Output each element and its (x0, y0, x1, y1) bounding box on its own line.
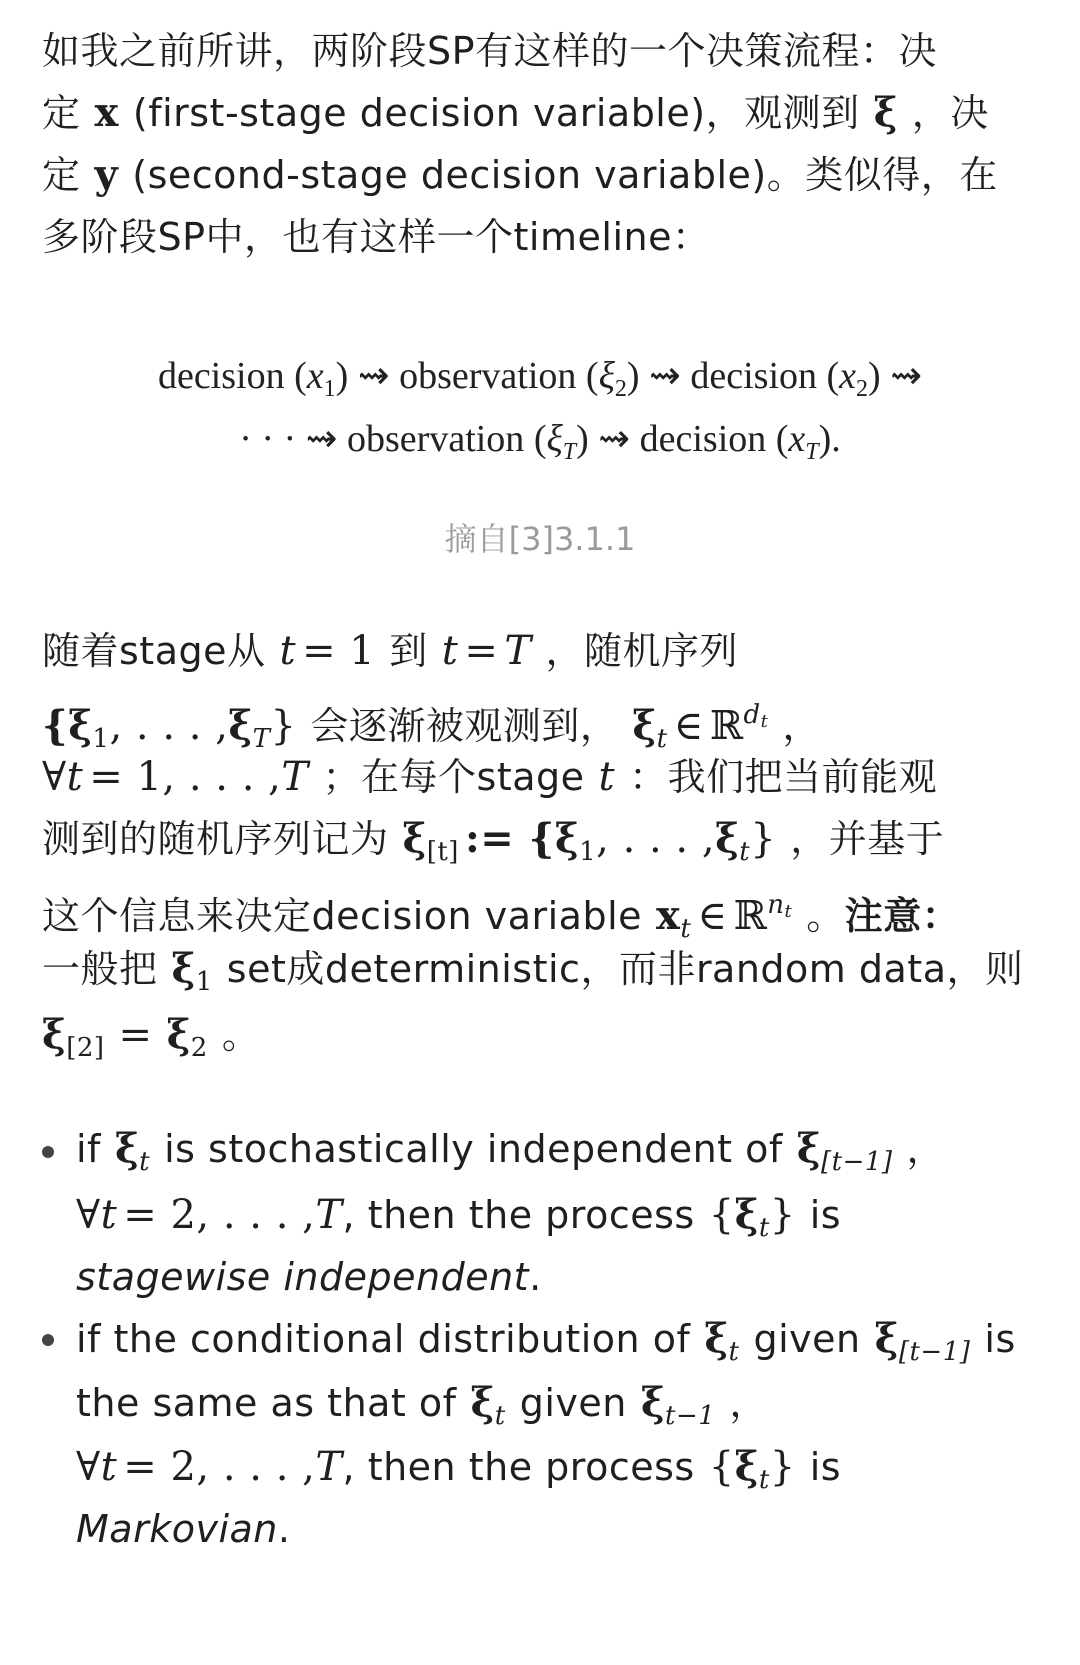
sup: d (743, 700, 761, 730)
word-decision: decision (639, 418, 767, 460)
sub: T (252, 724, 271, 754)
math-T: T (315, 1192, 343, 1238)
image-caption: 摘自[3]3.1.1 (444, 520, 636, 558)
word-decision: decision (690, 355, 817, 397)
sub: [t−1] (820, 1147, 893, 1177)
math-reals: ℝ (709, 703, 744, 749)
note-label: 注意： (844, 894, 961, 938)
math: ∀ (76, 1444, 101, 1490)
text: 定 (42, 91, 81, 135)
math: = 2, . . . , (123, 1192, 316, 1238)
math: ∈ (673, 703, 704, 749)
math-xi: ξ (171, 945, 196, 992)
text: 随着stage从 (42, 629, 266, 673)
sub: [t−1] (898, 1337, 971, 1367)
sub: t (656, 724, 668, 754)
math-xi: ξ (874, 1315, 899, 1362)
text: if (76, 1127, 101, 1171)
math: ∀ (42, 754, 67, 800)
sub: t−1 (665, 1401, 716, 1431)
var-xi: ξ (546, 418, 563, 460)
math: = (464, 628, 499, 674)
sub: t (758, 1213, 770, 1243)
sub: 1 (323, 376, 336, 402)
text: 到 (389, 629, 428, 673)
text: 这个信息来决定decision variable (42, 894, 643, 938)
text: , then the process (342, 1445, 695, 1489)
math-xi: ξ (42, 1011, 67, 1058)
var-x: x (306, 355, 324, 397)
text: if the conditional distribution of (76, 1317, 691, 1361)
sub: 2 (614, 376, 627, 402)
text: ，决 (911, 91, 989, 135)
math: = (118, 1012, 153, 1058)
text: is (809, 1193, 842, 1237)
sub: [2] (66, 1033, 105, 1063)
math-xi: ξ (470, 1379, 495, 1426)
text: ， (729, 1381, 768, 1425)
text: ，随机序列 (545, 629, 739, 673)
text: , then the process (342, 1193, 695, 1237)
squiggle-arrow-icon: ⇝ (890, 355, 923, 397)
paren: ( (826, 355, 840, 397)
math-xi: ξ (704, 1315, 729, 1362)
math-xi: ξ (734, 1443, 759, 1490)
paren: ( (294, 355, 307, 397)
text: the same as that of (76, 1381, 457, 1425)
math-xi: ξ (632, 702, 657, 749)
sub: t (680, 914, 692, 944)
bullet-1-line-3 (76, 1252, 542, 1302)
math-xi: ξ (715, 815, 740, 862)
math-x: x (656, 892, 681, 939)
body-line-6 (42, 944, 1024, 1007)
math-set: {ξ (42, 702, 93, 749)
math: , . . . , (596, 816, 716, 862)
ellipsis: · · · (239, 418, 297, 460)
text: ，并基于 (790, 817, 945, 861)
math-x: x (94, 89, 119, 136)
squiggle-arrow-icon: ⇝ (305, 418, 338, 460)
sub: 1 (579, 837, 597, 867)
sub: t (739, 837, 751, 867)
intro-line-3 (42, 150, 998, 200)
math-xi: ξ (166, 1011, 191, 1058)
sup: n (767, 890, 785, 920)
math: , . . . , (109, 703, 229, 749)
paren: ( (585, 355, 599, 397)
word-observation: observation (347, 418, 525, 460)
sub: t (758, 1465, 770, 1495)
text: ；在每个stage (322, 755, 585, 799)
bullet-1-line-1 (76, 1124, 945, 1187)
math-xi: ξ (114, 1125, 140, 1172)
sub: 1 (92, 724, 110, 754)
math: } (270, 703, 297, 749)
term-stagewise-independent: stagewise independent (76, 1255, 530, 1299)
text: . (529, 1255, 542, 1299)
squiggle-arrow-icon: ⇝ (649, 355, 681, 397)
var-x: x (788, 418, 806, 460)
sub: 2 (856, 376, 869, 402)
math: } (769, 1192, 796, 1238)
paren: ) (576, 418, 589, 460)
word-decision: decision (157, 355, 285, 397)
body-line-5 (42, 880, 960, 954)
text: set成deterministic，而非random data，则 (226, 947, 1024, 991)
text: 测到的随机序列记为 (42, 817, 389, 861)
math-t: t (100, 1444, 118, 1490)
paren: ) (868, 355, 881, 397)
paren: ( (775, 418, 789, 460)
text: is (984, 1317, 1016, 1361)
math-T: T (315, 1444, 343, 1490)
body-line-1 (42, 626, 738, 676)
math-t: t (66, 754, 84, 800)
math-t: t (598, 754, 616, 800)
text: ， (782, 704, 821, 748)
math-xi: ξ (734, 1191, 759, 1238)
text: given (519, 1381, 627, 1425)
text: (second-stage decision variable)。类似得，在 (132, 153, 998, 197)
paren: ) (335, 355, 349, 397)
bullet-1-line-2 (76, 1190, 841, 1253)
intro-line-4: 多阶段SP中，也有这样一个timeline： (42, 215, 711, 259)
math-t: t (441, 628, 459, 674)
text: is (809, 1445, 842, 1489)
math-reals: ℝ (733, 893, 768, 939)
text: 定 (42, 153, 81, 197)
squiggle-arrow-icon: ⇝ (357, 355, 390, 397)
bullet-2-line-3 (76, 1442, 841, 1505)
word-observation: observation (399, 355, 577, 397)
math: } (750, 816, 777, 862)
paren: ) (626, 355, 640, 397)
text: . (277, 1507, 291, 1551)
sub: 2 (190, 1033, 208, 1063)
paren: ( (533, 418, 547, 460)
text: ， (906, 1127, 946, 1171)
sub: t (494, 1401, 506, 1431)
timeline-formula-line-2 (0, 408, 1080, 483)
bullet-2-line-1 (76, 1314, 1016, 1377)
text: ：我们把当前能观 (629, 755, 938, 799)
math-T: T (504, 628, 532, 674)
math-t: t (100, 1192, 118, 1238)
var-xi: ξ (598, 355, 615, 397)
sub: t (784, 901, 793, 922)
sub: T (562, 439, 577, 465)
bullet-dot (42, 1146, 54, 1158)
bullet-2-line-2 (76, 1378, 768, 1441)
math-y: y (94, 151, 119, 198)
var-x: x (839, 355, 857, 397)
sub: t (139, 1147, 151, 1177)
math: = 1 (302, 628, 376, 674)
math-T: T (281, 754, 309, 800)
math-t: t (279, 628, 297, 674)
math: := {ξ (464, 815, 580, 862)
bullet-2-line-4 (76, 1504, 290, 1554)
math: { (708, 1192, 735, 1238)
term-markovian: Markovian (76, 1507, 278, 1551)
text: given (753, 1317, 861, 1361)
text: 。 (806, 894, 845, 938)
bullet-dot (42, 1334, 54, 1346)
math: } (769, 1444, 796, 1490)
math-xi: ξ (402, 815, 427, 862)
text: 一般把 (42, 947, 158, 991)
text: 会逐渐被观测到， (310, 704, 619, 748)
body-line-4 (42, 814, 944, 877)
sub: [t] (426, 837, 459, 867)
body-line-7 (42, 1010, 260, 1073)
math: { (708, 1444, 735, 1490)
math-xi: ξ (873, 89, 898, 136)
intro-line-1: 如我之前所讲，两阶段SP有这样的一个决策流程：决 (42, 29, 938, 73)
squiggle-arrow-icon: ⇝ (598, 418, 631, 460)
math: = 2, . . . , (123, 1444, 316, 1490)
math: ∈ (697, 893, 728, 939)
math-xi: ξ (228, 702, 253, 749)
math-xi: ξ (796, 1125, 821, 1172)
body-line-3 (42, 752, 937, 802)
paren: ). (818, 418, 841, 460)
sub: 1 (195, 967, 213, 997)
math: = 1, . . . , (89, 754, 282, 800)
sub: t (760, 711, 769, 732)
text: (first-stage decision variable)，观测到 (132, 91, 860, 135)
text: is stochastically independent of (164, 1127, 783, 1171)
sub: T (805, 439, 819, 465)
intro-line-2 (42, 88, 989, 138)
sub: t (728, 1337, 740, 1367)
math: ∀ (76, 1192, 101, 1238)
text: 。 (221, 1013, 261, 1057)
math-xi: ξ (640, 1379, 666, 1426)
